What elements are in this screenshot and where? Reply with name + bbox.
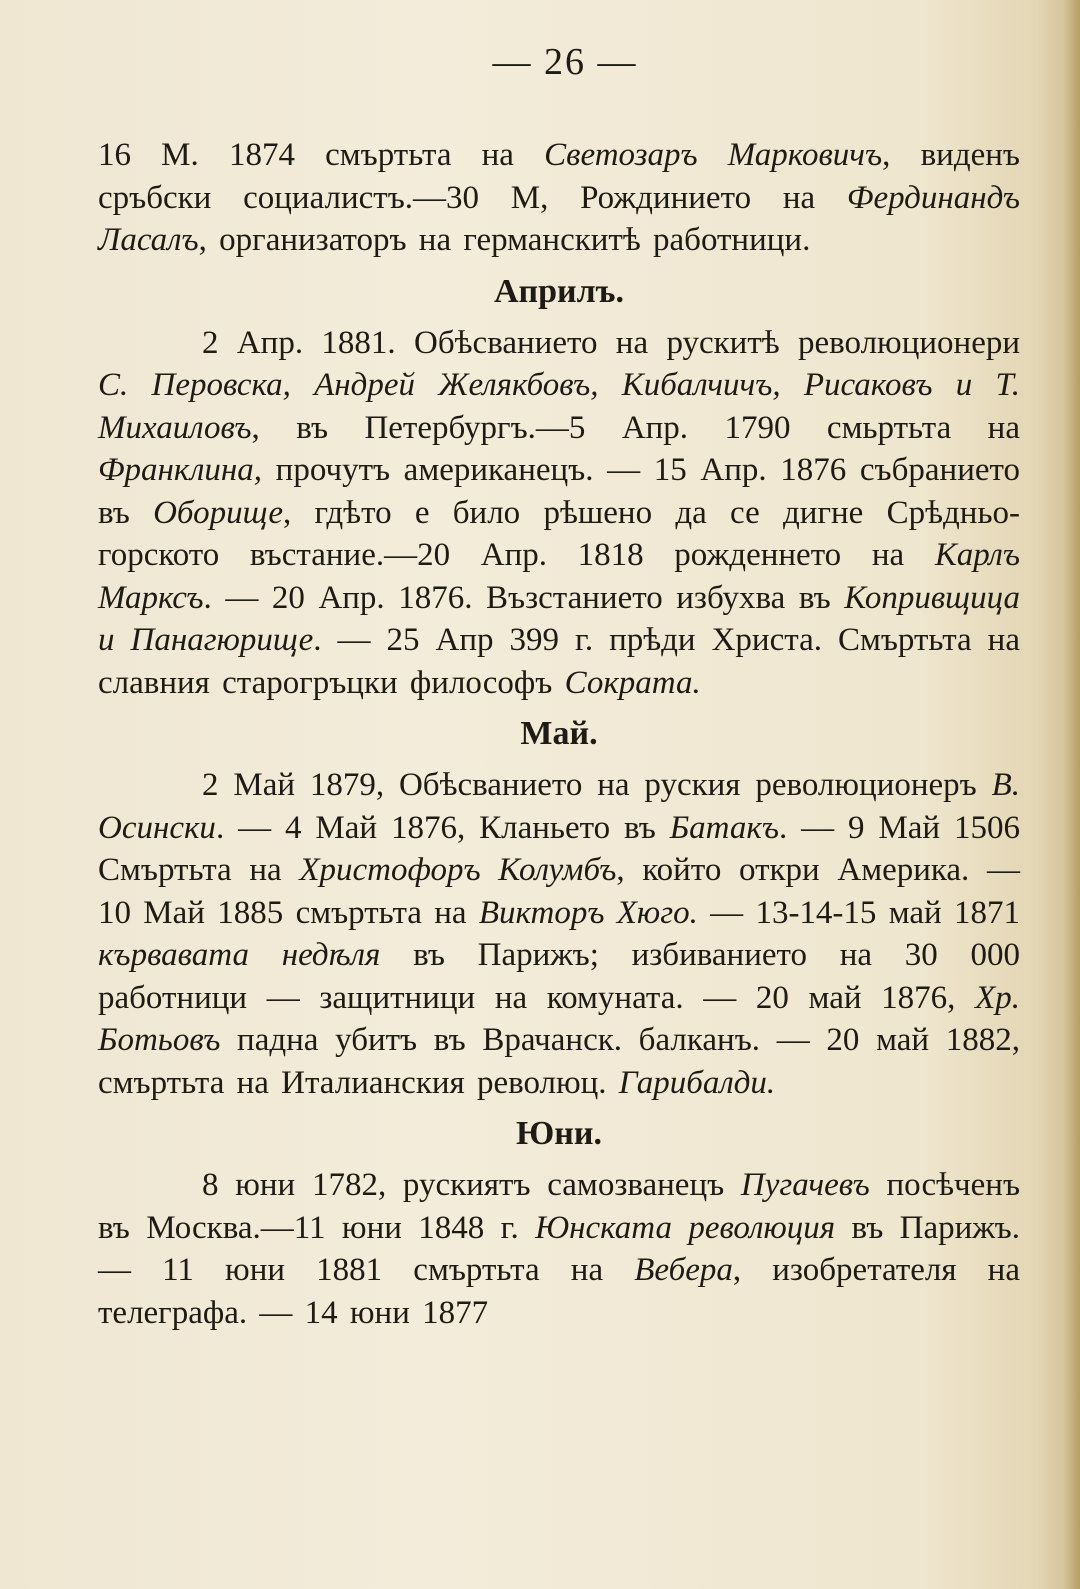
- section-paragraph-may: [98, 764, 1020, 1104]
- italic-name: Хр. Ботьовъ: [98, 979, 1020, 1058]
- italic-name: Оборище: [153, 494, 283, 531]
- italic-name: Христофоръ Колумбъ: [299, 852, 617, 888]
- italic-name: Копривщица и Панагюрище: [98, 579, 1020, 658]
- text-run: въ Парижъ; избиванието на 30 000 работници — защитници на комуната. — 20 май 1876,: [98, 937, 1020, 1016]
- text-run: , който откри Америка. — 10 Май 1885 смъртьта на: [98, 852, 1020, 931]
- page-number: — 26 —: [492, 41, 638, 83]
- italic-name: Фердинандъ Ласалъ: [98, 179, 1020, 258]
- page-text: [98, 134, 1020, 1334]
- section-heading-june: Юни.: [516, 1115, 602, 1152]
- text-run: . — 9 Май 1506 Смъртьта на: [98, 809, 1020, 888]
- text-run: , въ Петербургъ.—5 Апр. 1790 смьртьта на: [251, 409, 1020, 446]
- text-run: 16 М. 1874 смъртьта на: [98, 137, 545, 173]
- text-run: , гдѣто е било рѣшено да се дигне Срѣдньо-горското въстание.—20 Апр. 1818 рожденнето на: [98, 494, 1020, 573]
- italic-name: Светозаръ Марковичъ: [544, 137, 883, 173]
- italic-name: Батакъ: [669, 809, 779, 846]
- italic-name: Вебера: [634, 1252, 733, 1288]
- text-run: , изобретателя на телеграфа. — 14 юни 1877: [98, 1252, 1020, 1331]
- text-run: 2 Май 1879, Обѣсванието на руския революционеръ: [202, 767, 992, 803]
- text-run: 2 Апр. 1881. Обѣсванието на рускитѣ революционери: [202, 324, 1020, 361]
- intro-paragraph: [98, 134, 1020, 262]
- text-run: . — 4 Май 1876, Кланьето въ: [215, 809, 670, 846]
- section-heading-april: Априлъ.: [493, 272, 625, 310]
- text-run: . — 20 Апр. 1876. Възстанието избухва въ: [203, 579, 845, 616]
- italic-name: Юнската революция: [535, 1209, 836, 1246]
- italic-name: Франклина,: [98, 452, 263, 488]
- italic-name: кървавата недѣля: [98, 937, 381, 973]
- section-paragraph-june: [98, 1164, 1020, 1334]
- text-run: посѣченъ въ Москва.—11 юни 1848 г.: [98, 1167, 1021, 1246]
- section-heading-may: Май.: [520, 715, 598, 752]
- italic-name: В. Осински: [98, 767, 1020, 846]
- text-run: прочутъ американецъ. — 15 Апр. 1876 събранието въ: [98, 452, 1020, 531]
- italic-name: Карлъ Марксъ: [98, 537, 1020, 616]
- italic-name: Пугачевъ: [740, 1167, 870, 1203]
- text-run: падна убитъ въ Врачанск. балканъ. — 20 май 1882, смъртьта на Италианския революц.: [98, 1022, 1020, 1101]
- text-run: въ Парижъ. — 11 юни 1881 смъртьта на: [98, 1209, 1020, 1288]
- italic-name: С. Перовска, Андрей Желякбовъ, Кибалчичъ, Рисаковъ и Т. Михаиловъ: [98, 367, 1020, 446]
- italic-name: Викторъ Хюго.: [478, 894, 698, 931]
- text-run: 8 юни 1782, рускиятъ самозванецъ: [202, 1167, 741, 1203]
- page-edge: [1062, 0, 1080, 1589]
- text-run: . — 25 Апр 399 г. прѣди Христа. Смъртьта на славния старогръцки философъ: [98, 622, 1020, 701]
- section-paragraph-april: [98, 322, 1020, 705]
- italic-name: Гарибалди.: [618, 1064, 776, 1101]
- text-run: , виденъ сръбски социалистъ.—30 М, Рождинието на: [98, 137, 1021, 216]
- text-run: — 13-14-15 май 1871: [697, 894, 1020, 931]
- italic-name: Сократа.: [564, 664, 701, 701]
- text-run: , организаторъ на германскитѣ работници.: [198, 222, 811, 258]
